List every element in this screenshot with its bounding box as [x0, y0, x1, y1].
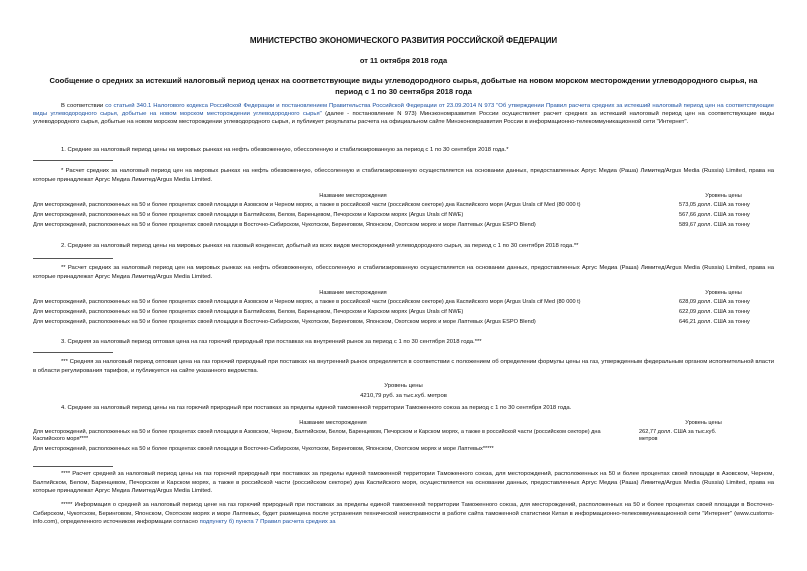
document-title: Сообщение о средних за истекший налоговый период ценах на соответствующие виды углеводородного сырья, добытые на новом морском месторождении углеводородного сырья, на период с 1 по 30 сентября 2018 года: [49, 76, 758, 96]
section-2-heading: 2. Средние за налоговый период цены на мировых рынках на газовый конденсат, добытый из всех видов месторождений углеводородного сырья, за период с 1 по 30 сентября 2018 года.**: [61, 243, 579, 249]
field-name: Для месторождений, расположенных на 50 и более процентах своей площади в Балтийском, Белом, Баренцевом, Печорском и Карском морях (Argus Urals cif NWE): [33, 309, 464, 316]
footnote-divider: [33, 466, 113, 467]
section-1-heading: 1. Средние за налоговый период цены на мировых рынках на нефть обезвоженную, обессоленную и стабилизированную за период с 1 по 30 сентября 2018 года.*: [61, 147, 509, 153]
section-3-note: *** Средняя за налоговый период оптовая цена на газ горючий природный при поставках на внутренний рынок определяется в соответствии с положением об определении формулы цены на газ, утвержденным федеральным органом исполнительной власти в области регулирования тарифов, и публикуется на сайте указанного ведомства.: [33, 359, 774, 374]
field-name: Для месторождений, расположенных на 50 и более процентах своей площади в Восточно-Сибирском, Чукотском, Беринговом, Японском, Охотском морях и море Лаптевых (Argus ESPO Blend): [33, 318, 536, 325]
intro-law-link[interactable]: со статьей 340.1 Налогового кодекса Российской Федерации и постановлением Правительства Российской Федерации от 23.09.2014 N 973 "Об утверждении Правил расчета средних за истекший налоговый период цен на соответствующие виды углеводородного сырья, добытые на новом морском месторождении углеводородного сырья": [33, 103, 774, 117]
gas-export-price-table: [33, 420, 774, 453]
table-header-row: [33, 290, 774, 299]
intro-suffix: (далее - постановление N 973) Минэкономразвития России осуществляет расчет средних за истекший налоговый период цен на соответствующие виды углеводородного сырья, добытые на новом морском месторождении углеводородного сырья, и публикует результаты расчета на официальном сайте Минэкономразвития России в информационно-телекоммуникационной сети "Интернет".: [33, 110, 774, 125]
table-row: [33, 444, 774, 454]
table-row: [33, 429, 774, 444]
column-header-name: Название месторождения: [299, 420, 367, 426]
column-header-name: Название месторождения: [319, 193, 387, 199]
section-2-note: ** Расчет средних за налоговый период цен на мировых рынках на нефть обезвоженную, обессоленную и стабилизированную осуществляется на основании данных, предоставленных Аргус Медиа (Раша) Лимитед/Argus Media (Russia) Limited, права на которые принадлежат Аргус Медиа Лимитед/Argus Media Limited.: [33, 265, 774, 280]
table-row: [33, 299, 774, 307]
price-value: 262,77 долл. США за тыс.куб. метров: [639, 428, 717, 443]
price-value: 589,67 долл. США за тонну: [679, 221, 750, 228]
document-date: от 11 октября 2018 года: [359, 56, 448, 65]
column-header-price: Уровень цены: [685, 420, 722, 426]
table-row: [33, 220, 774, 230]
price-value: [633, 444, 774, 454]
field-name: Для месторождений, расположенных на 50 и более процентах своей площади в Восточно-Сибирском, Чукотском, Беринговом, Японском, Охотском морях и море Лаптевых (Argus ESPO Blend): [33, 221, 536, 228]
table-row: [33, 306, 774, 317]
intro-paragraph: [33, 103, 774, 127]
price-value: 622,09 долл. США за тонну: [679, 309, 750, 316]
footnote-divider: [33, 258, 113, 259]
field-name: Для месторождений, расположенных на 50 и более процентах своей площади в Восточно-Сибирском, Чукотском, Беринговом, Японском, Охотском морях и море Лаптевых*****: [33, 445, 494, 452]
field-name: Для месторождений, расположенных на 50 и более процентах своей площади в Азовском, Черном, Балтийском, Белом, Баренцевом, Печорском и Карском морях, а также в российской части (российском секторе) дна Каспийского моря****: [33, 428, 601, 443]
table-row: [33, 202, 774, 210]
footnote-divider: [33, 352, 113, 353]
column-header-price: Уровень цены: [705, 193, 742, 199]
table-row: [33, 209, 774, 220]
section-1-note: * Расчет средних за налоговый период цен на мировых рынках на нефть обезвоженную, обессоленную и стабилизированную осуществляется на основании данных, предоставленных Аргус Медиа (Раша) Лимитед/Argus Media (Russia) Limited, права на которые принадлежат Аргус Медиа Лимитед/Argus Media Limited.: [33, 168, 774, 183]
table-header-row: [33, 193, 774, 202]
section-4-heading: 4. Средние за налоговый период цены на газ горючий природный при поставках за пределы единой таможенной территории Таможенного союза за период с 1 по 30 сентября 2018 года.: [61, 405, 572, 411]
column-header-name: Название месторождения: [319, 290, 387, 296]
table-header-row: [33, 420, 774, 429]
price-value: 646,21 долл. США за тонну: [679, 318, 750, 325]
footnote-5: ***** Информация о средней за налоговый период цене на газ горючий природный при поставках за пределы единой таможенной территории Таможенного союза, для месторождений, расположенных на 50 и более процентах своей площади в Восточно-Сибирском, Чукотском, Беринговом, Японском, Охотском морях и море Лаптевых, будет размещена после устранения технической неисправности в работе сайта таможенной статистики Китая в информационно-телекоммуникационной сети "Интернет" (www.customs-info.com), определенного источником информации согласно подпункту б) пункта 7 Правил расчета средних за: [33, 502, 774, 526]
rules-link[interactable]: подпункту б) пункта 7 Правил расчета средних за: [199, 519, 336, 526]
price-value: 567,66 долл. США за тонну: [679, 212, 750, 219]
price-value: 628,09 долл. США за тонну: [679, 298, 750, 305]
intro-prefix: В соответствии: [61, 103, 106, 109]
ministry-name: МИНИСТЕРСТВО ЭКОНОМИЧЕСКОГО РАЗВИТИЯ РОССИЙСКОЙ ФЕДЕРАЦИИ: [249, 36, 558, 45]
condensate-price-table: [33, 290, 774, 326]
footnote-4: **** Расчет средней за налоговый период цены на газ горючий природный при поставках за пределы единой таможенной территории Таможенного союза, для месторождений, расположенных на 50 и более процентах своей площади в Азовском, Черном, Балтийском, Белом, Баренцевом, Печорском и Карском морях, а также в российской части (российском секторе) дна Каспийского моря, осуществляется на основании данных, предоставленных Аргус Медиа (Раша) Лимитед/Argus Media (Russia) Limited, права на которые принадлежат Аргус Медиа Лимитед/Argus Media Limited.: [33, 471, 774, 495]
field-name: Для месторождений, расположенных на 50 и более процентах своей площади в Азовском и Черном морях, а также в российской части (российском секторе) дна Каспийского моря (Argus Urals cif Med (80 000 t): [33, 201, 581, 208]
column-header-price: Уровень цены: [705, 290, 742, 296]
gas-price-value: 4210,79 руб. за тыс.куб. метров: [360, 393, 447, 399]
footnote-divider: [33, 160, 113, 161]
field-name: Для месторождений, расположенных на 50 и более процентах своей площади в Балтийском, Белом, Баренцевом, Печорском и Карском морях (Argus Urals cif NWE): [33, 212, 464, 219]
table-row: [33, 317, 774, 327]
crude-oil-price-table: [33, 193, 774, 229]
section-3-heading: 3. Средняя за налоговый период оптовая цена на газ горючий природный при поставках на внутренний рынок за период с 1 по 30 сентября 2018 года.***: [61, 339, 482, 345]
price-value: 573,05 долл. США за тонну: [679, 201, 750, 208]
gas-price-header: Уровень цены: [384, 383, 423, 389]
field-name: Для месторождений, расположенных на 50 и более процентах своей площади в Азовском и Черном морях, а также в российской части (российском секторе) дна Каспийского моря (Argus Urals cif Med (80 000 t): [33, 298, 581, 305]
